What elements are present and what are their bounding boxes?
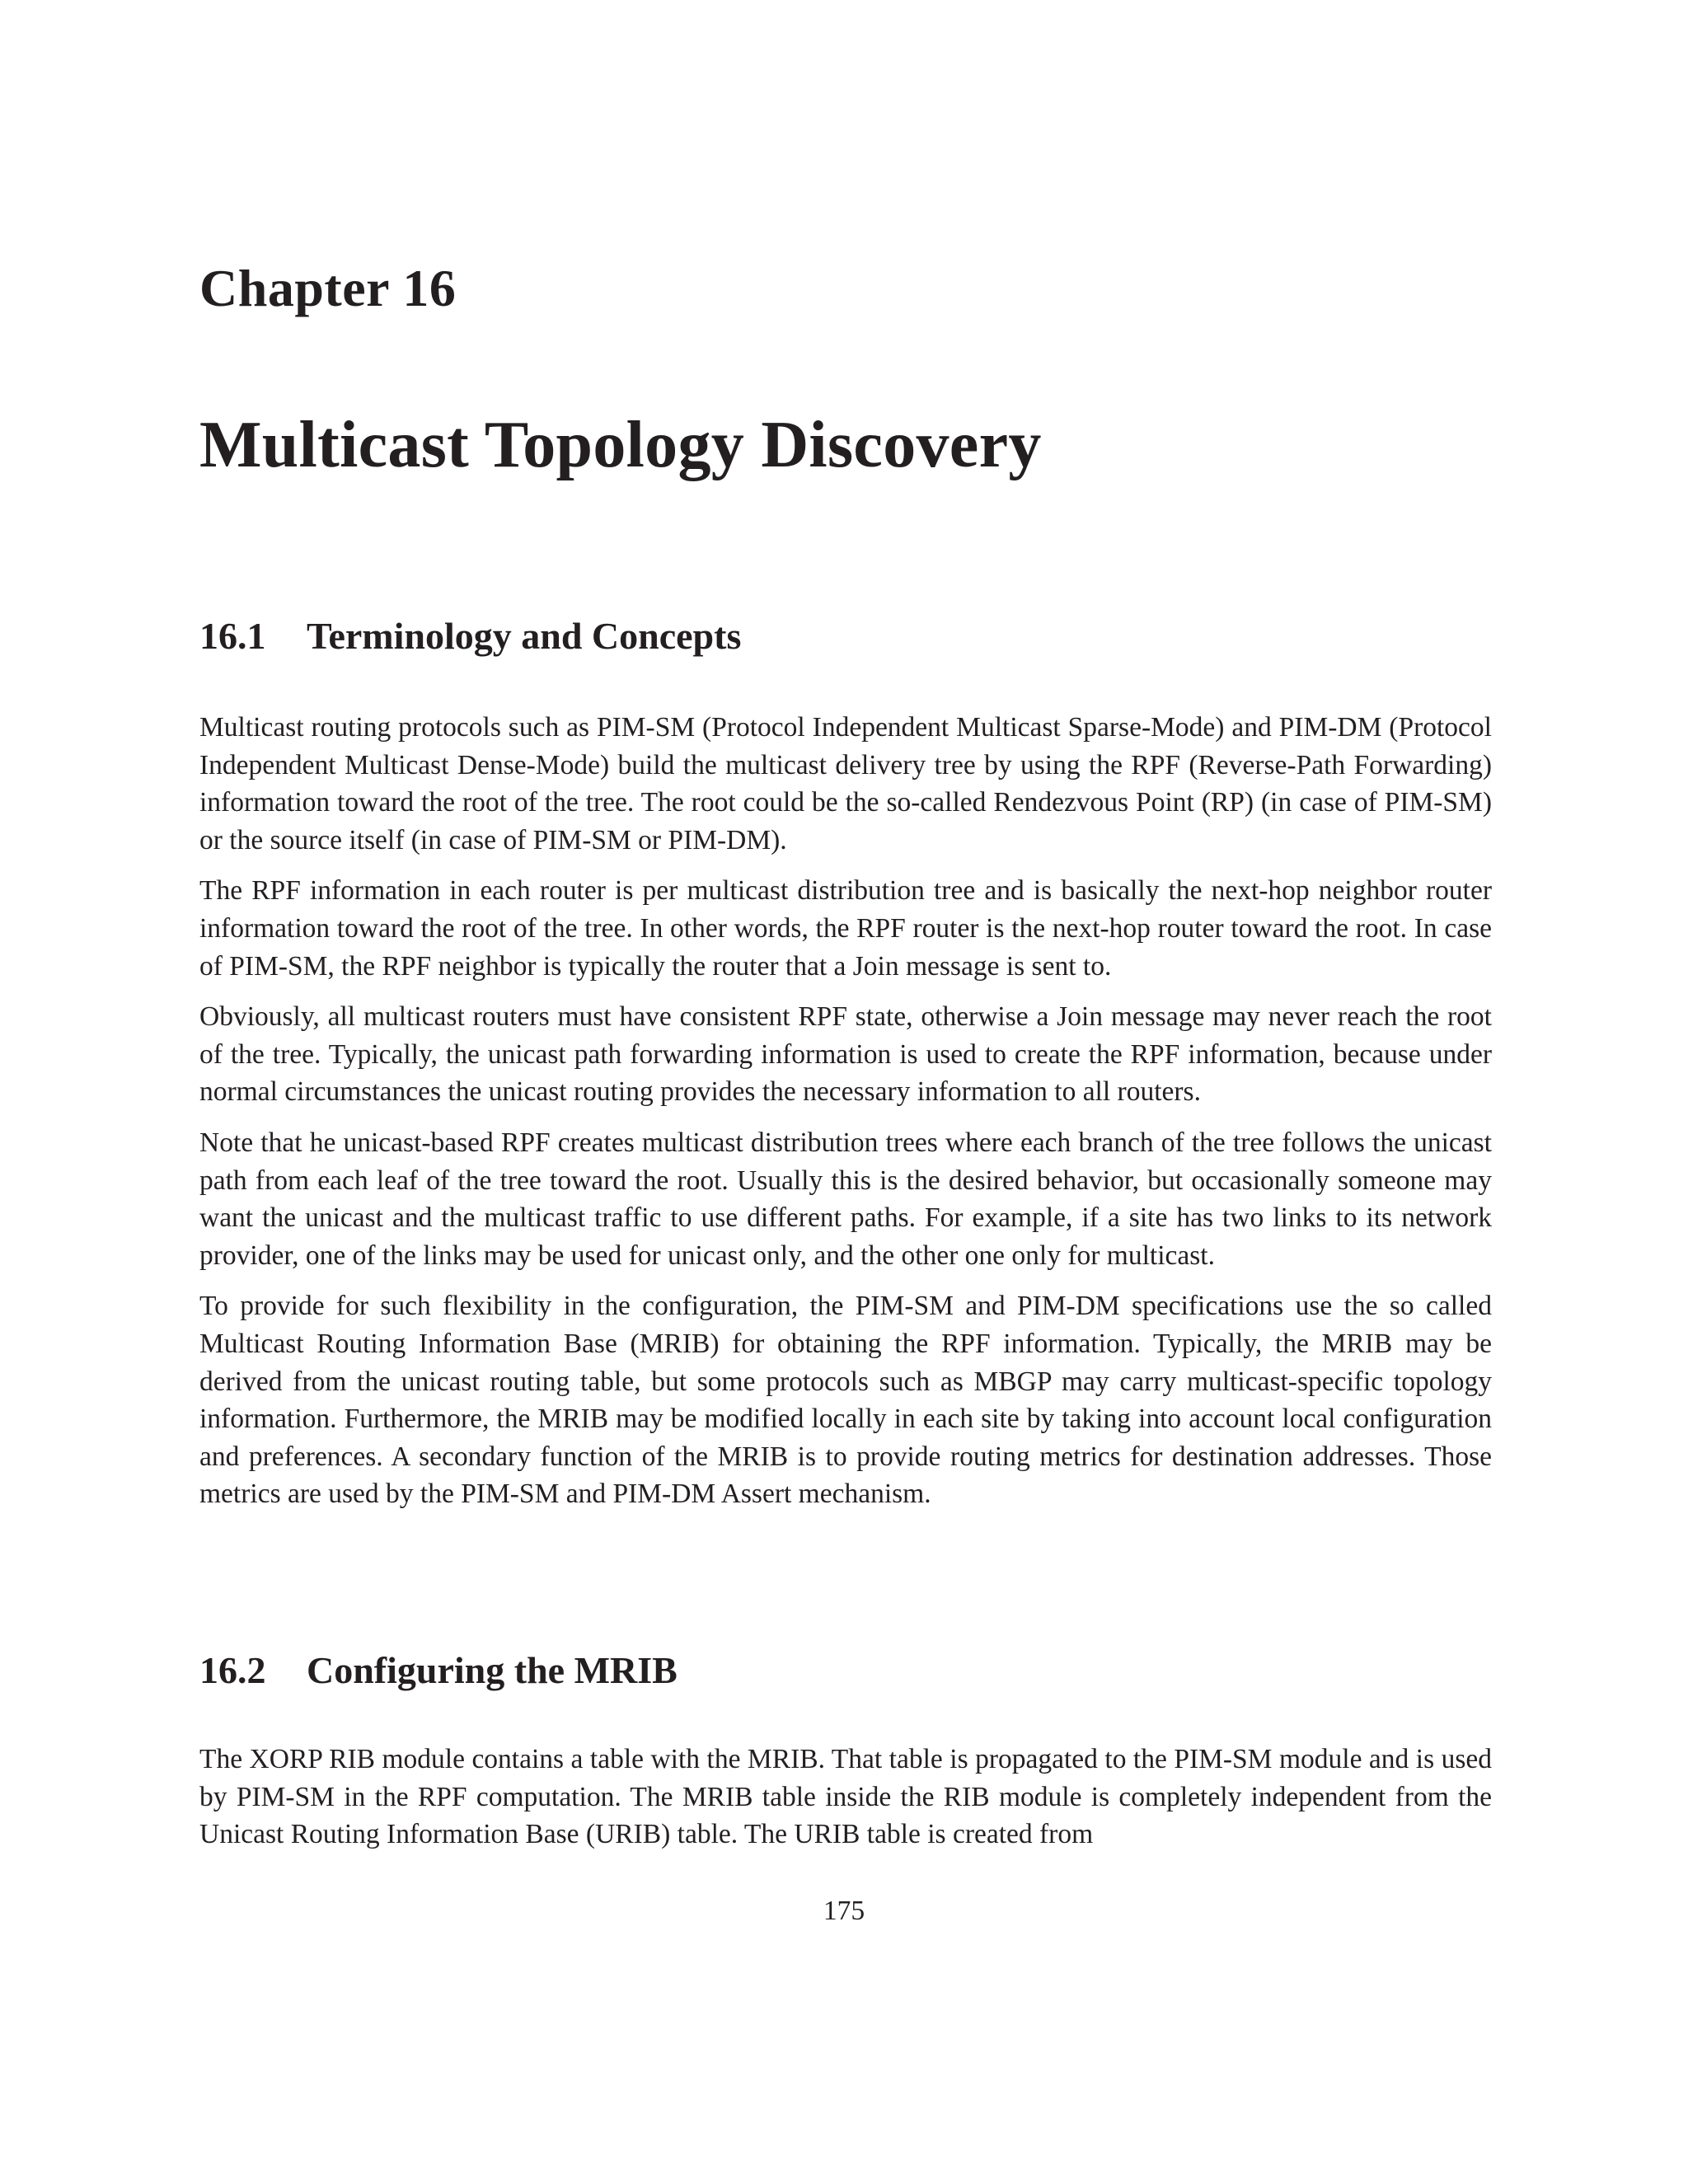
section-heading-16-1 [199,617,741,655]
paragraph: The XORP RIB module contains a table with the MRIB. That table is propagated to the PIM-SM module and is used by PIM-SM in the RPF computation. The MRIB table inside the RIB module is completely independent from the Unicast Routing Information Base (URIB) table. The URIB table is created from [199,1744,1492,1850]
section-title: Configuring the MRIB [307,1649,678,1691]
paragraph: The RPF information in each router is per multicast distribution tree and is basically the next-hop neighbor router information toward the root of the tree. In other words, the RPF router is the next-hop router toward the root. In case of PIM-SM, the RPF neighbor is typically the router that a Join message is sent to. [199,875,1492,982]
section-body-16-2 [199,1741,1492,1867]
paragraph: To provide for such flexibility in the configuration, the PIM-SM and PIM-DM specifications use the so called Multicast Routing Information Base (MRIB) for obtaining the RPF information. Typically, the MRIB may be derived from the unicast routing table, but some protocols such as MBGP may carry multicast-specific topology information. Furthermore, the MRIB may be modified locally in each site by taking into account local configuration and preferences. A secondary function of the MRIB is to provide routing metrics for destination addresses. Those metrics are used by the PIM-SM and PIM-DM Assert mechanism. [199,1291,1492,1510]
page-number: 175 [823,1896,865,1926]
paragraph: Multicast routing protocols such as PIM-SM (Protocol Independent Multicast Sparse-Mode) and PIM-DM (Protocol Independent Multicast Dense-Mode) build the multicast delivery tree by using the RPF (Reverse-Path Forwarding) information toward the root of the tree. The root could be the so-called Rendezvous Point (RP) (in case of PIM-SM) or the source itself (in case of PIM-SM or PIM-DM). [199,712,1492,855]
paragraph: Obviously, all multicast routers must have consistent RPF state, otherwise a Join message may never reach the root of the tree. Typically, the unicast path forwarding information is used to create the RPF information, because under normal circumstances the unicast routing provides the necessary information to all routers. [199,1001,1492,1108]
paragraph: Note that he unicast-based RPF creates multicast distribution trees where each branch of the tree follows the unicast path from each leaf of the tree toward the root. Usually this is the desired behavior, but occasionally someone may want the unicast and the multicast traffic to use different paths. For example, if a site has two links to its network provider, one of the links may be used for unicast only, and the other one only for multicast. [199,1127,1492,1271]
section-number: 16.1 [199,615,266,657]
chapter-title: Multicast Topology Discovery [199,409,1042,481]
chapter-label: Chapter 16 [199,259,457,317]
section-number: 16.2 [199,1649,266,1691]
section-heading-16-2 [199,1649,678,1691]
section-title: Terminology and Concepts [307,615,742,657]
section-body-16-1 [199,709,1492,1526]
